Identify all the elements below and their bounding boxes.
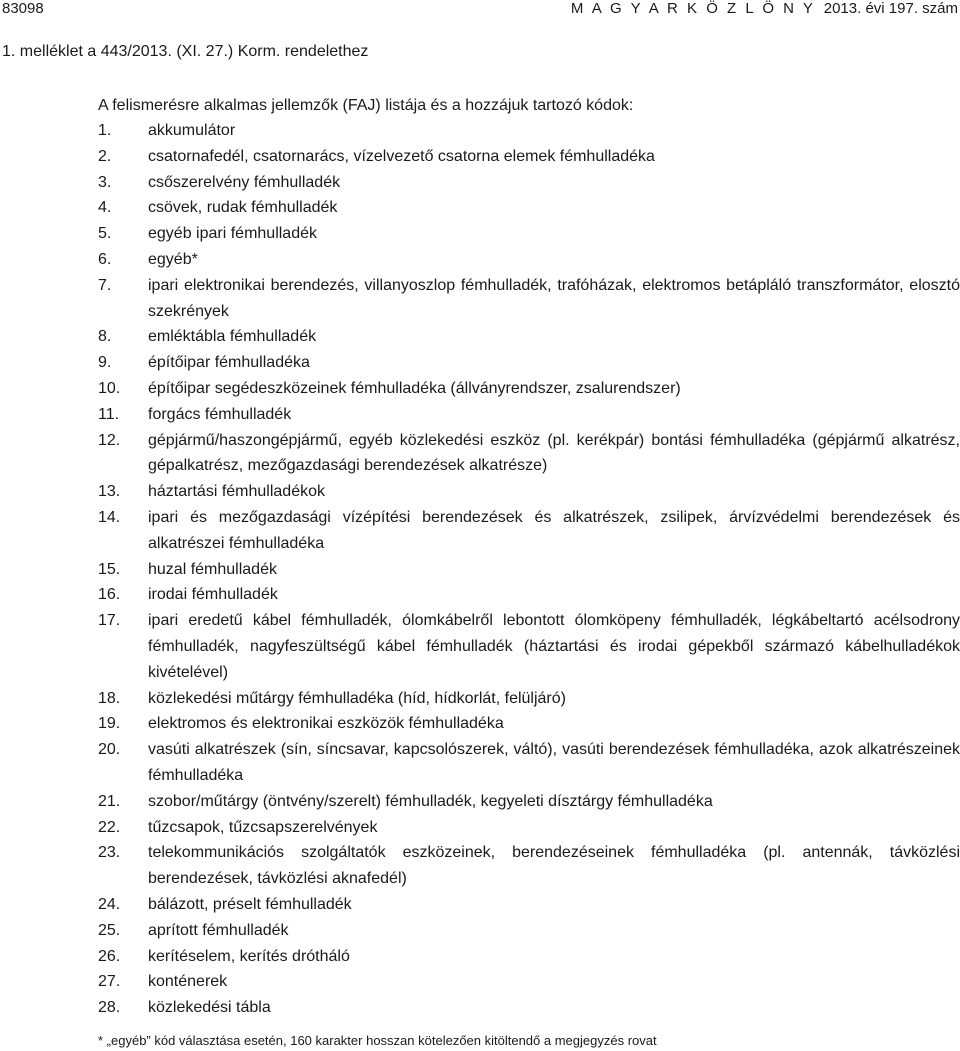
list-item-number: 7. <box>98 276 112 294</box>
list-item-text: csatornafedél, csatornarács, vízelvezető csatorna elemek fémhulladéka <box>148 147 655 165</box>
list-item-text: tűzcsapok, tűzcsapszerelvények <box>148 818 378 836</box>
list-item-number: 11. <box>98 405 120 423</box>
annex-title: 1. melléklet a 443/2013. (XI. 27.) Korm. rendelethez <box>2 43 369 60</box>
list-item-text: építőipar segédeszközeinek fémhulladéka (állványrendszer, zsalurendszer) <box>148 379 681 397</box>
list-item-text: konténerek <box>148 973 228 991</box>
list-item-number: 21. <box>98 792 121 810</box>
list-item <box>98 686 960 712</box>
list-item-number: 27. <box>98 973 121 991</box>
list-item-number: 23. <box>98 844 121 862</box>
list-item-text: forgács fémhulladék <box>148 405 292 423</box>
list-item-number: 6. <box>98 250 112 268</box>
list-item <box>98 247 960 273</box>
list-item-number: 22. <box>98 818 121 836</box>
list-item-text: egyéb* <box>148 250 198 268</box>
list-item-text: csőszerelvény fémhulladék <box>148 173 341 191</box>
list-item <box>98 892 960 918</box>
list-item-number: 5. <box>98 225 112 243</box>
journal-title <box>571 0 958 18</box>
list-item-number: 15. <box>98 560 121 578</box>
list-item <box>98 144 960 170</box>
list-item <box>98 376 960 402</box>
list-item-number: 19. <box>98 715 121 733</box>
list-item <box>98 944 960 970</box>
list-item <box>98 221 960 247</box>
list-item <box>98 402 960 428</box>
journal-issue: 2013. évi 197. szám <box>823 0 958 17</box>
list-item-number: 18. <box>98 689 121 707</box>
page-header <box>0 0 960 20</box>
list-intro: A felismerésre alkalmas jellemzők (FAJ) listája és a hozzájuk tartozó kódok: <box>98 97 634 114</box>
page-number: 83098 <box>2 0 44 17</box>
list-item-text: huzal fémhulladék <box>148 560 277 578</box>
list-item-text: egyéb ipari fémhulladék <box>148 225 317 243</box>
list-item <box>98 505 960 557</box>
list-item <box>98 350 960 376</box>
list-item <box>98 170 960 196</box>
list-item-text: háztartási fémhulladékok <box>148 483 325 501</box>
list-item-number: 10. <box>98 379 121 397</box>
list-item <box>98 582 960 608</box>
list-item-number: 20. <box>98 741 121 759</box>
list-item <box>98 737 960 789</box>
list-item <box>98 815 960 841</box>
list-item <box>98 479 960 505</box>
list-item-text: irodai fémhulladék <box>148 586 278 604</box>
list-item <box>98 273 960 325</box>
list-item-number: 1. <box>98 122 112 139</box>
list-item-text: kerítéselem, kerítés drótháló <box>148 947 350 965</box>
list-item-text: telekommunikációs szolgáltatók eszközeinek, berendezéseinek fémhulladéka (pl. antennák, távközlési berendezések, távközlési aknafedél) <box>148 844 960 888</box>
list-item <box>98 995 960 1021</box>
list-item-text: akkumulátor <box>148 122 236 139</box>
list-item-text: aprított fémhulladék <box>148 921 289 939</box>
list-item-text: elektromos és elektronikai eszközök fémhulladéka <box>148 715 504 733</box>
list-item <box>98 118 960 144</box>
list-item-number: 28. <box>98 999 121 1017</box>
list-item-text: szobor/műtárgy (öntvény/szerelt) fémhulladék, kegyeleti dísztárgy fémhulladéka <box>148 792 713 810</box>
list-item <box>98 918 960 944</box>
list-item-number: 17. <box>98 612 121 630</box>
list-item <box>98 195 960 221</box>
list-item-text: ipari elektronikai berendezés, villanyoszlop fémhulladék, trafóházak, elektromos betápláló transzformátor, elosztó szekrények <box>148 276 960 320</box>
list-item-text: gépjármű/haszongépjármű, egyéb közlekedési eszköz (pl. kerékpár) bontási fémhulladéka (gépjármű alkatrész, gépalkatrész, mezőgazdasági berendezések alkatrésze) <box>148 431 960 475</box>
list-item-number: 25. <box>98 921 121 939</box>
list-item <box>98 840 960 892</box>
list-item-number: 4. <box>98 199 112 217</box>
list-item-number: 2. <box>98 147 112 165</box>
list-item <box>98 711 960 737</box>
journal-name: M A G Y A R K Ö Z L Ö N Y <box>570 0 816 17</box>
list-item-number: 12. <box>98 431 121 449</box>
list-item-number: 9. <box>98 354 112 372</box>
list-item-number: 26. <box>98 947 121 965</box>
list-item-text: vasúti alkatrészek (sín, síncsavar, kapcsolószerek, váltó), vasúti berendezések fémhulladéka, azok alkatrészeinek fémhulladéka <box>148 741 960 784</box>
list-item <box>98 428 960 480</box>
list-item-number: 16. <box>98 586 121 604</box>
list-item <box>98 557 960 583</box>
list-item <box>98 789 960 815</box>
list-item <box>98 969 960 995</box>
list-item-text: közlekedési tábla <box>148 999 271 1017</box>
list-item <box>98 608 960 685</box>
list-item-text: építőipar fémhulladéka <box>148 354 310 372</box>
code-list <box>98 118 960 1021</box>
list-item <box>98 324 960 350</box>
list-item-number: 14. <box>98 508 121 526</box>
list-item-text: ipari és mezőgazdasági vízépítési berendezések és alkatrészek, zsilipek, árvízvédelmi berendezések és alkatrészei fémhulladéka <box>148 508 960 552</box>
list-item-text: csövek, rudak fémhulladék <box>148 199 338 217</box>
list-item-number: 13. <box>98 483 121 501</box>
list-item-text: emléktábla fémhulladék <box>148 328 317 346</box>
list-item-number: 3. <box>98 173 112 191</box>
footnote: * „egyéb” kód választása esetén, 160 karakter hosszan kötelezően kitöltendő a megjegyzés rovat <box>98 1033 657 1048</box>
list-item-text: közlekedési műtárgy fémhulladéka (híd, hídkorlát, felüljáró) <box>148 689 566 707</box>
list-item-text: ipari eredetű kábel fémhulladék, ólomkábelről lebontott ólomköpeny fémhulladék, légkábeltartó acélsodrony fémhulladék, nagyfeszültségű kábel fémhulladék (háztartási és irodai gépekből származó kábelhulladékok kivételével) <box>148 612 960 681</box>
list-item-number: 24. <box>98 895 121 913</box>
list-item-number: 8. <box>98 328 112 346</box>
list-item-text: bálázott, préselt fémhulladék <box>148 895 352 913</box>
